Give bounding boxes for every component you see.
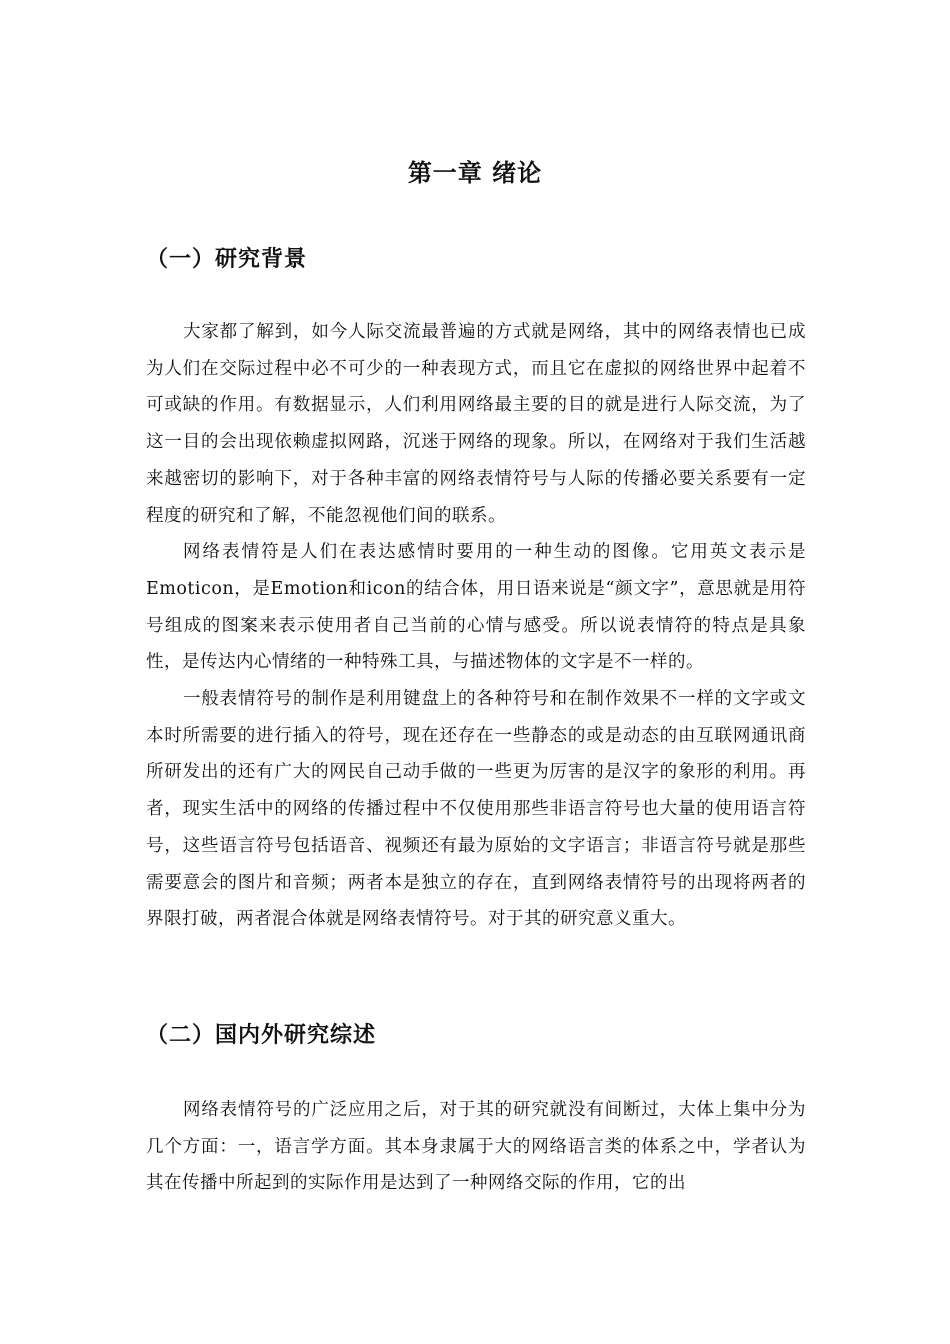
section-heading-literature-review: （二）国内外研究综述 [146, 1023, 377, 1048]
paragraph: 网络表情符是人们在表达感情时要用的一种生动的图像。它用英文表示是Emoticon，是Emotion和icon的结合体，用日语来说是“颜文字”，意思就是用符号组成的图案来表示使用者自己当前的心情与感受。所以说表情符的特点是具象性，是传达内心情绪的一种特殊工具，与描述物体的文字是不一样的。 [146, 542, 806, 673]
paragraph: 大家都了解到，如今人际交流最普遍的方式就是网络，其中的网络表情也已成为人们在交际过程中必不可少的一种表现方式，而且它在虚拟的网络世界中起着不可或缺的作用。有数据显示，人们利用网络最主要的目的就是进行人际交流，为了这一目的会出现依赖虚拟网路，沉迷于网络的现象。所以，在网络对于我们生活越来越密切的影响下，对于各种丰富的网络表情符号与人际的传播必要关系要有一定程度的研究和了解，不能忽视他们间的联系。 [146, 322, 806, 526]
chapter-title: 第一章 绪论 [407, 159, 543, 187]
section-body-research-background [146, 314, 806, 938]
section-heading-research-background: （一）研究背景 [146, 247, 308, 272]
paragraph: 一般表情符号的制作是利用键盘上的各种符号和在制作效果不一样的文字或文本时所需要的进行插入的符号，现在还存在一些静态的或是动态的由互联网通讯商所研发出的还有广大的网民自己动手做的一些更为厉害的是汉字的象形的利用。再者，现实生活中的网络的传播过程中不仅使用那些非语言符号也大量的使用语言符号，这些语言符号包括语音、视频还有最为原始的文字语言；非语言符号就是那些需要意会的图片和音频；两者本是独立的存在，直到网络表情符号的出现将两者的界限打破，两者混合体就是网络表情符号。对于其的研究意义重大。 [146, 689, 806, 930]
section-body-literature-review [146, 1092, 806, 1202]
paragraph: 网络表情符号的广泛应用之后，对于其的研究就没有间断过，大体上集中分为几个方面：一，语言学方面。其本身隶属于大的网络语言类的体系之中，学者认为其在传播中所起到的实际作用是达到了一种网络交际的作用，它的出 [146, 1100, 806, 1194]
